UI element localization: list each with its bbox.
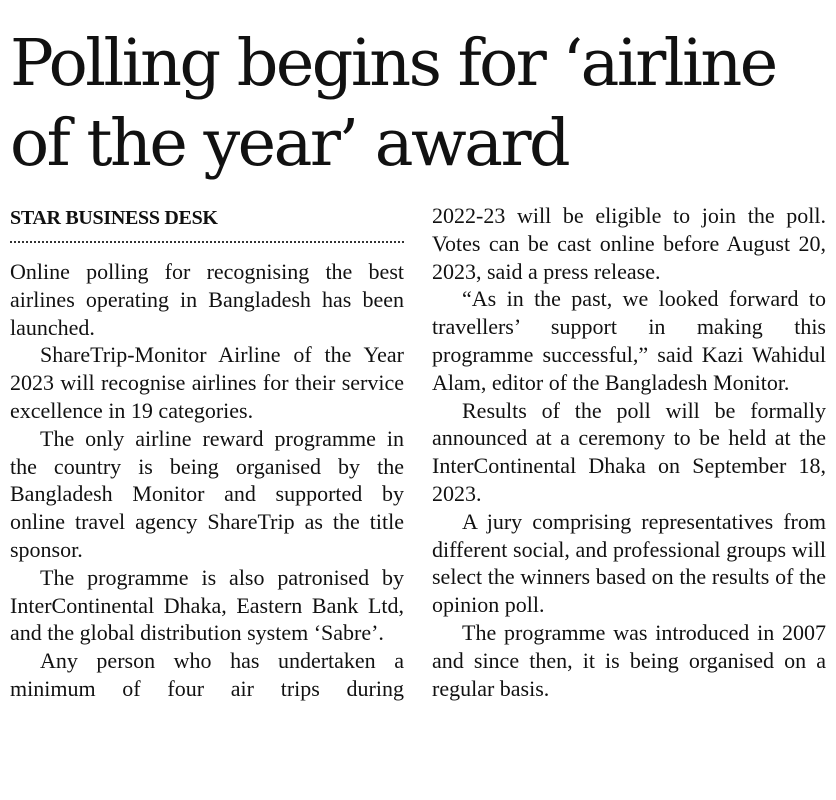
paragraph: ShareTrip-Monitor Airline of the Year 2023 will recognise airlines for their service excellence in 19 categories.	[10, 342, 404, 423]
paragraph: The programme is also patronised by InterContinental Dhaka, Eastern Bank Ltd, and the global distribution system ‘Sabre’.	[10, 564, 404, 646]
paragraph: A jury comprising representatives from different social, and professional groups will select the winners based on the results of the opinion poll.	[432, 508, 826, 618]
headline-line-1: Polling begins for ‘airline	[10, 26, 776, 101]
article-column-right	[432, 202, 826, 702]
headline-line-2: of the year’ award	[10, 106, 569, 181]
paragraph: Results of the poll will be formally announced at a ceremony to be held at the InterContinental Dhaka on September 18, 2023.	[432, 397, 826, 506]
byline: STAR BUSINESS DESK	[10, 207, 218, 229]
byline-divider	[10, 241, 404, 243]
paragraph: The programme was introduced in 2007 and since then, it is being organised on a regular basis.	[432, 619, 826, 701]
paragraph: 2022-23 will be eligible to join the poll. Votes can be cast online before August 20, 2023, said a press release.	[432, 203, 826, 284]
paragraph: “As in the past, we looked forward to travellers’ support in making this programme successful,” said Kazi Wahidul Alam, editor of the Bangladesh Monitor.	[432, 286, 826, 395]
paragraph: Any person who has undertaken a minimum of four air trips during	[10, 648, 404, 701]
paragraph: The only airline reward programme in the country is being organised by the Bangladesh Monitor and supported by online travel agency ShareTrip as the title sponsor.	[10, 425, 404, 562]
paragraph: Online polling for recognising the best airlines operating in Bangladesh has been launched.	[10, 259, 404, 340]
article-column-left	[10, 258, 404, 703]
headline	[10, 24, 830, 184]
